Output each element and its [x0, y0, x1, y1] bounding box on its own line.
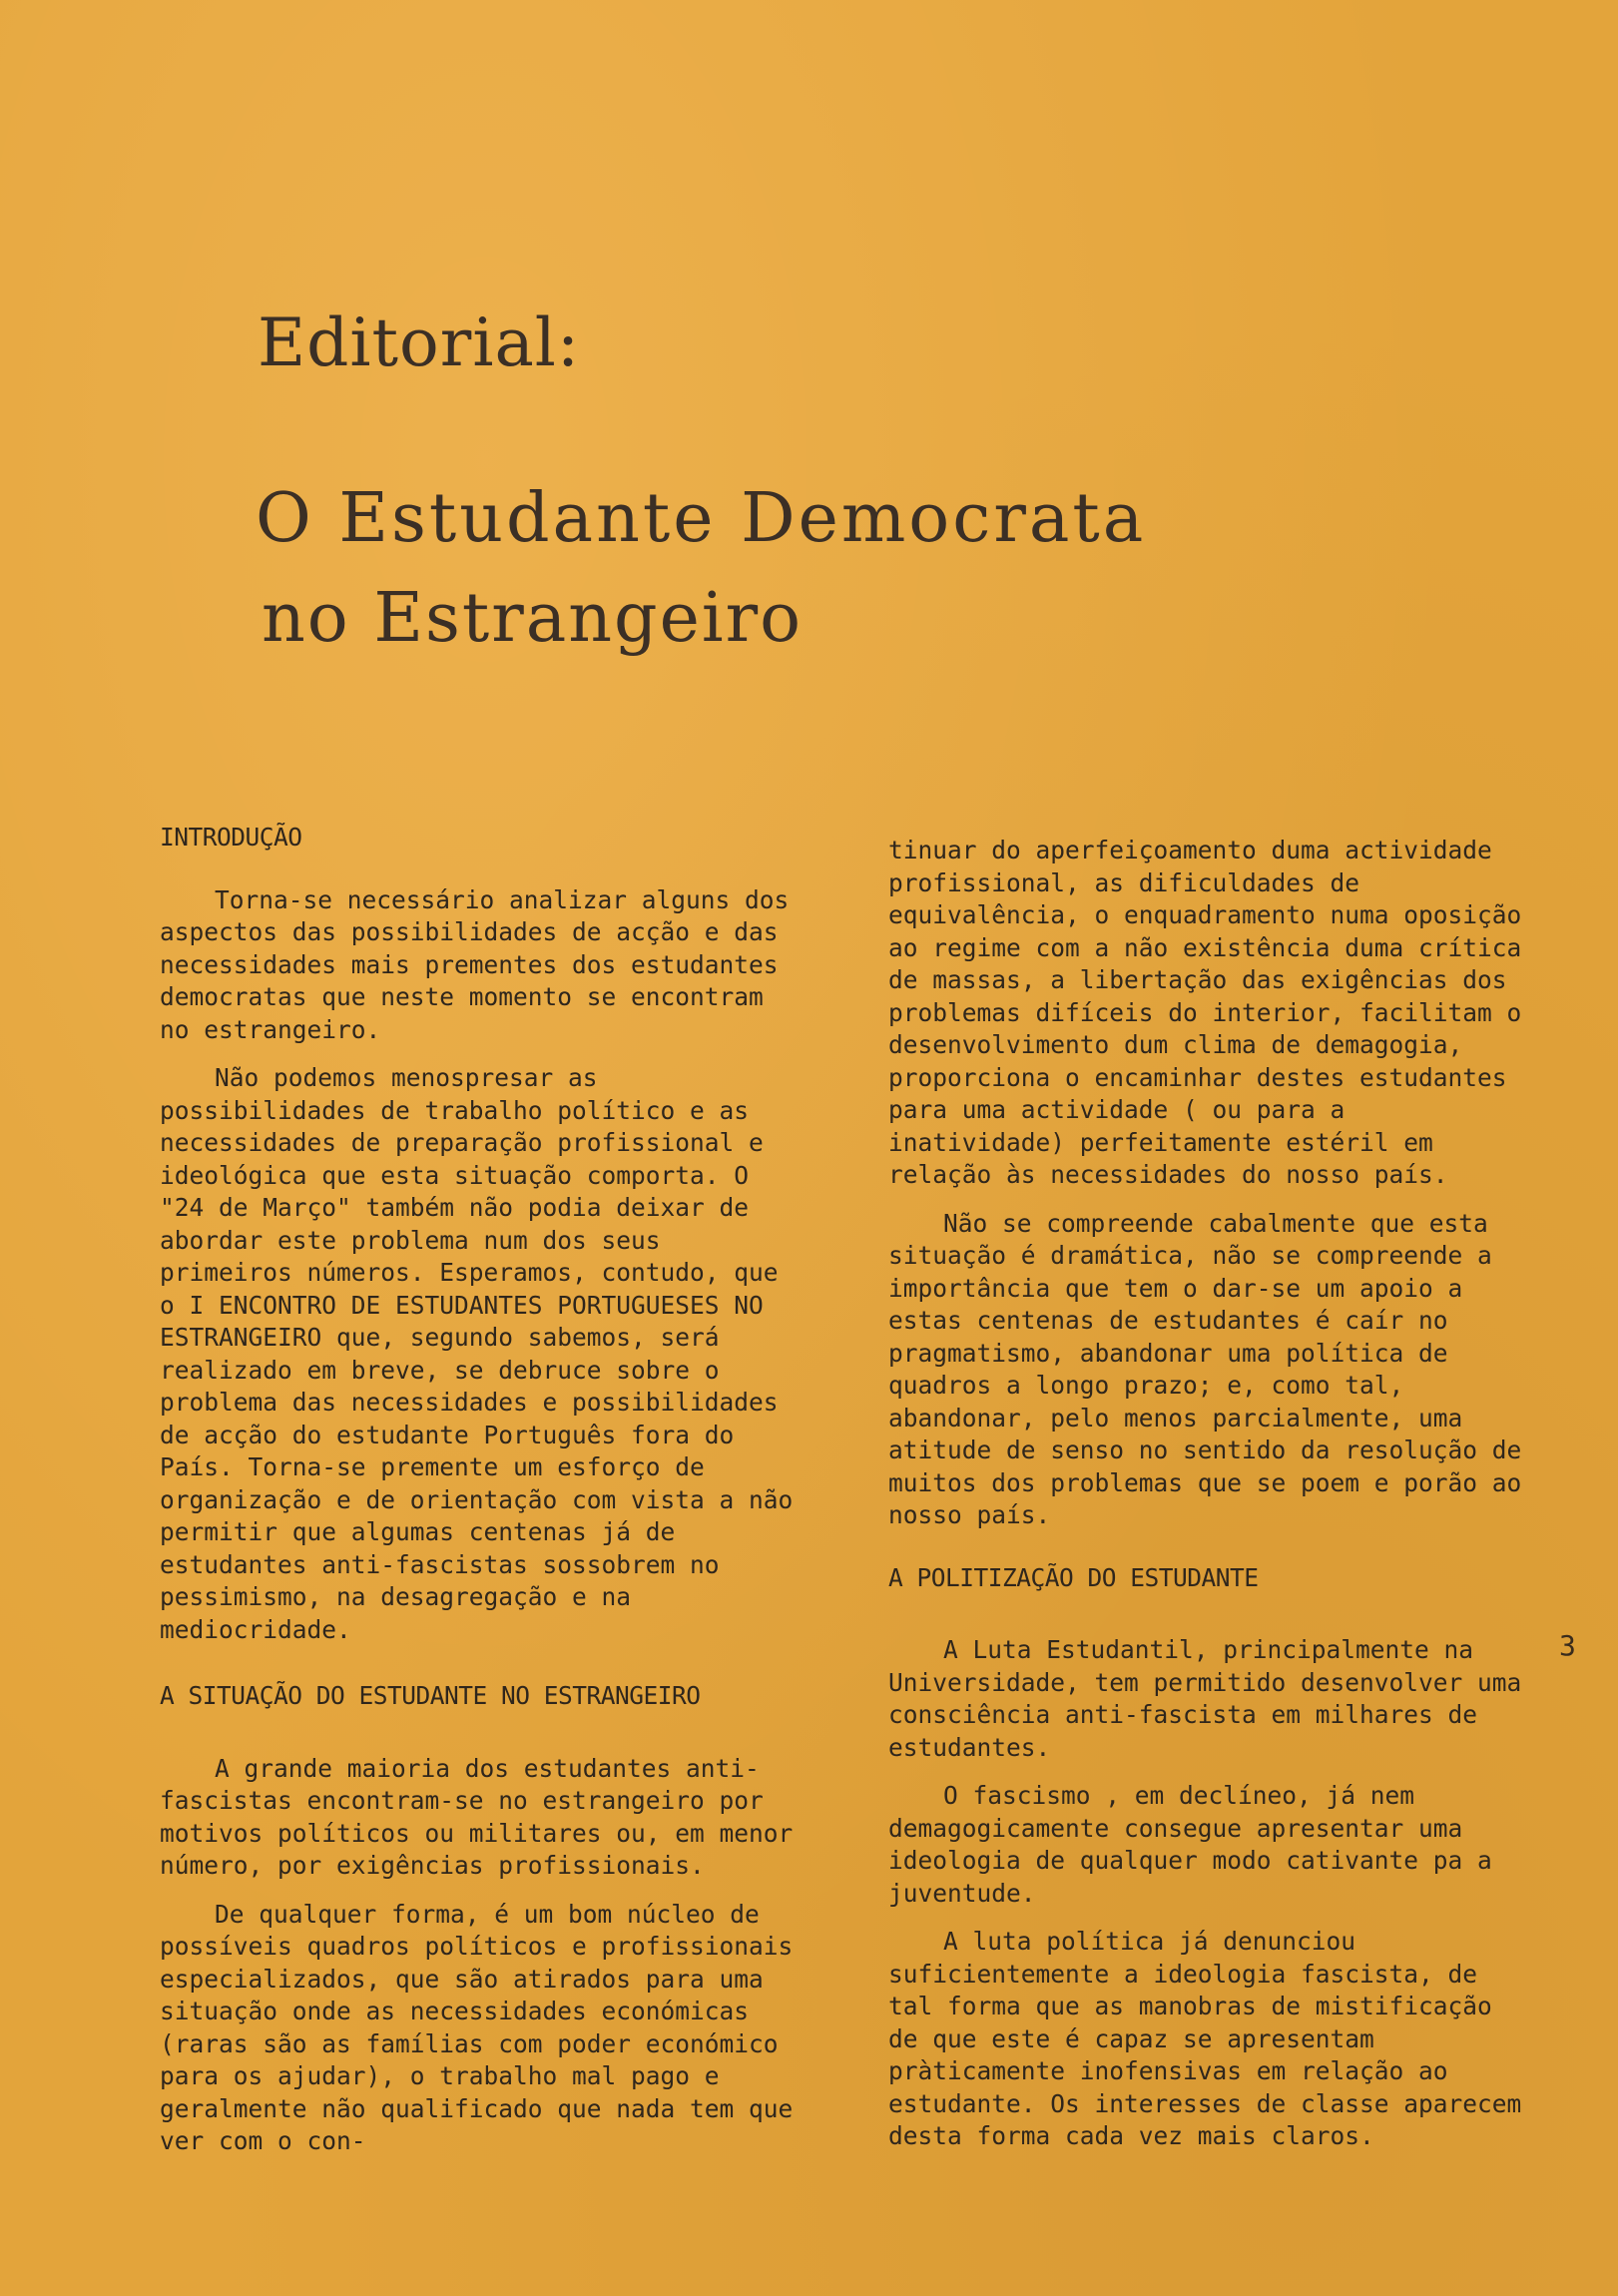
paragraph: A grande maioria dos estudantes anti-fascistas encontram-se no estrangeiro por motivos políticos ou militares ou, em menor número, por exigências profissionais. — [160, 1753, 794, 1880]
article-title-line-1: O Estudante Democrata — [256, 479, 1147, 558]
editorial-label: Editorial: — [258, 304, 581, 381]
paragraph: A luta política já denunciou suficientemente a ideologia fascista, de tal forma que as manobras de mistificação de que este é capaz se apresentam pràticamente inofensivas em relação ao estudante. Os interesses de classe aparecem desta forma cada vez mais claros. — [888, 1927, 1522, 2150]
left-column — [160, 822, 799, 2174]
section-heading-politizacao: A POLITIZAÇÃO DO ESTUDANTE — [888, 1562, 1259, 1592]
article-title-line-2: no Estrangeiro — [262, 579, 804, 658]
section-heading-situacao: A SITUAÇÃO DO ESTUDANTE NO ESTRANGEIRO — [160, 1681, 701, 1710]
page-number: 3 — [1559, 1629, 1576, 1662]
paragraph: Não se compreende cabalmente que esta situação é dramática, não se compreende a importância que tem o dar-se um apoio a estas centenas de estudantes é caír no pragmatismo, abandonar uma política de quadros a longo prazo; e, como tal, abandonar, pelo menos parcialmente, uma atitude de senso no sentido da resolução de muitos dos problemas que se poem e porão ao nosso país. — [888, 1208, 1522, 1529]
paragraph: Não podemos menospresar as possibilidades de trabalho político e as necessidades de preparação profissional e ideológica que esta situação comporta. O "24 de Março" também não podia deixar de abordar este problema num dos seus primeiros números. Esperamos, contudo, que o I ENCONTRO DE ESTUDANTES PORTUGUESES NO ESTRANGEIRO que, segundo sabemos, será realizado em breve, se debruce sobre o problema das necessidades e possibilidades de acção do estudante Português fora do País. Torna-se premente um esforço de organização e de orientação com vista a não permitir que algumas centenas já de estudantes anti-fascistas sossobrem no pessimismo, na desagregação e na mediocridade. — [160, 1063, 794, 1644]
paragraph-continued: tinuar do aperfeiçoamento duma actividade profissional, as dificuldades de equivalência, o enquadramento numa oposição ao regime com a não existência duma crítica de massas, a libertação das exigências dos problemas difíceis do interior, facilitam o desenvolvimento dum clima de demagogia, proporciona o encaminhar destes estudantes para uma actividade ( ou para a inatividade) perfeitamente estéril em relação às necessidades do nosso país. — [888, 836, 1522, 1189]
section-heading-introducao: INTRODUÇÃO — [160, 823, 302, 852]
paragraph: O fascismo , em declíneo, já nem demagogicamente consegue apresentar uma ideologia de qualquer modo cativante pa a juventude. — [888, 1781, 1492, 1908]
paragraph: Torna-se necessário analizar alguns dos aspectos das possibilidades de acção e das necessidades mais prementes dos estudantes democratas que neste momento se encontram no estrangeiro. — [160, 884, 790, 1044]
paragraph: A Luta Estudantil, principalmente na Universidade, tem permitido desenvolver uma consciência anti-fascista em milhares de estudantes. — [888, 1635, 1522, 1762]
paragraph: De qualquer forma, é um bom núcleo de possíveis quadros políticos e profissionais especializados, que são atirados para uma situação onde as necessidades económicas (raras são as famílias com poder económico para os ajudar), o trabalho mal pago e geralmente não qualificado que nada tem que ver com o con- — [160, 1899, 794, 2155]
right-column — [888, 835, 1527, 2169]
